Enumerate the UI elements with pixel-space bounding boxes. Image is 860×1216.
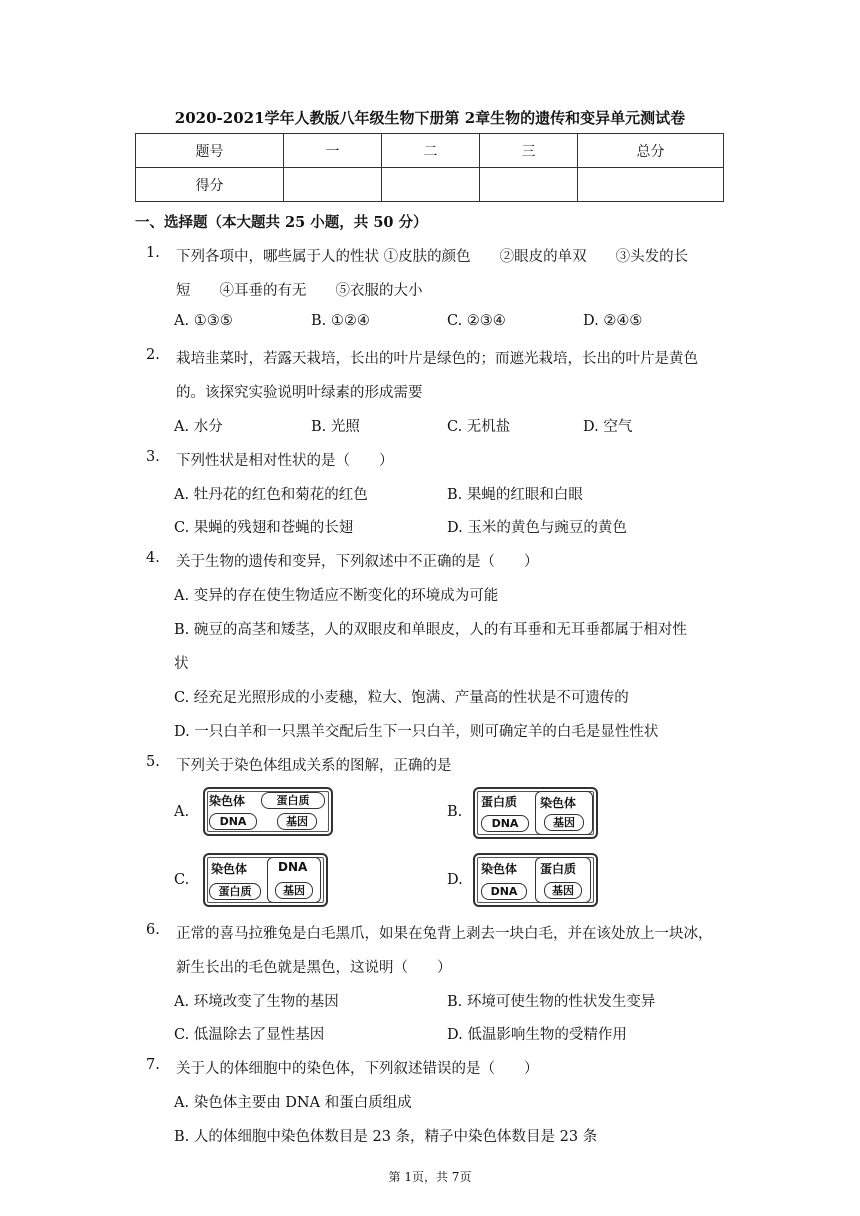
table-cell: 得分 xyxy=(136,168,284,202)
option-a: A. ①③⑤ xyxy=(174,313,233,329)
option-c: C. xyxy=(174,872,190,888)
diagram-label: 染色体 xyxy=(540,796,577,810)
question-text: 短 ④耳垂的有无 ⑤衣服的大小 xyxy=(176,283,423,299)
option-c: C. 果蝇的残翅和苍蝇的长翅 xyxy=(174,520,354,536)
question-number: 2. xyxy=(146,347,160,363)
page-footer: 第 1页，共 7页 xyxy=(388,1170,472,1184)
option-b: B. 人的体细胞中染色体数目是 23 条，精子中染色体数目是 23 条 xyxy=(174,1129,598,1145)
option-b: B. xyxy=(447,804,463,820)
score-table-score-row xyxy=(136,168,724,202)
question-number: 1. xyxy=(146,245,160,261)
section-heading: 一、选择题（本大题共 25 小题，共 50 分） xyxy=(135,214,428,231)
diagram-label: 染色体 xyxy=(481,862,518,876)
question-text: 正常的喜马拉雅兔是白毛黑爪，如果在兔背上剥去一块白毛，并在该处放上一块冰， xyxy=(176,926,713,942)
option-d: D. 空气 xyxy=(583,419,633,435)
option-a: A. 变异的存在使生物适应不断变化的环境成为可能 xyxy=(174,588,499,604)
option-c: C. 无机盐 xyxy=(447,419,511,435)
diagram-pill: 基因 xyxy=(277,813,317,830)
diagram-subbox xyxy=(267,857,321,903)
option-b: B. 光照 xyxy=(311,419,360,435)
diagram-pill: DNA xyxy=(209,813,257,830)
option-d: D. 低温影响生物的受精作用 xyxy=(447,1027,627,1043)
question-number: 5. xyxy=(146,754,160,770)
table-cell xyxy=(284,168,382,202)
option-a: A. xyxy=(174,804,190,820)
table-cell: 一 xyxy=(284,134,382,168)
table-cell: 二 xyxy=(382,134,480,168)
diagram-label: 染色体 xyxy=(209,794,246,808)
diagram-option-b xyxy=(473,787,598,839)
option-d: D. ②④⑤ xyxy=(583,313,643,329)
diagram-option-a xyxy=(203,787,333,836)
question-text: 新生长出的毛色就是黑色，这说明（ ） xyxy=(176,960,452,976)
diagram-subbox xyxy=(535,857,591,903)
option-b-continued: 状 xyxy=(174,656,189,672)
option-a: A. 牡丹花的红色和菊花的红色 xyxy=(174,487,368,503)
option-a: A. 染色体主要由 DNA 和蛋白质组成 xyxy=(174,1095,412,1111)
diagram-label: 蛋白质 xyxy=(481,795,518,809)
option-d: D. 一只白羊和一只黑羊交配后生下一只白羊，则可确定羊的白毛是显性性状 xyxy=(174,724,659,740)
diagram-label: 蛋白质 xyxy=(540,862,577,876)
diagram-label: 染色体 xyxy=(211,862,248,876)
option-b: B. ①②④ xyxy=(311,313,370,329)
question-text: 下列各项中，哪些属于人的性状 ①皮肤的颜色 ②眼皮的单双 ③头发的长 xyxy=(176,249,689,265)
option-c: C. 经充足光照形成的小麦穗，粒大、饱满、产量高的性状是不可遗传的 xyxy=(174,690,629,706)
diagram-option-d xyxy=(473,853,598,907)
question-text: 下列性状是相对性状的是（ ） xyxy=(176,453,394,469)
table-cell: 三 xyxy=(480,134,578,168)
question-text: 栽培韭菜时，若露天栽培，长出的叶片是绿色的；而遮光栽培，长出的叶片是黄色 xyxy=(176,351,698,367)
question-text: 下列关于染色体组成关系的图解，正确的是 xyxy=(176,758,452,774)
option-c: C. ②③④ xyxy=(447,313,506,329)
score-table xyxy=(135,133,724,202)
diagram-pill: DNA xyxy=(481,883,527,900)
question-number: 3. xyxy=(146,449,160,465)
diagram-label: DNA xyxy=(278,860,308,874)
table-cell xyxy=(480,168,578,202)
diagram-pill: 基因 xyxy=(544,814,584,831)
table-cell: 题号 xyxy=(136,134,284,168)
option-d: D. xyxy=(447,872,463,888)
diagram-pill: 蛋白质 xyxy=(261,792,325,809)
option-d: D. 玉米的黄色与豌豆的黄色 xyxy=(447,520,627,536)
diagram-pill: 基因 xyxy=(544,882,582,899)
question-text: 关于生物的遗传和变异，下列叙述中不正确的是（ ） xyxy=(176,554,539,570)
score-table-header-row xyxy=(136,134,724,168)
diagram-subbox xyxy=(535,791,593,835)
diagram-pill: 蛋白质 xyxy=(209,883,261,900)
table-cell: 总分 xyxy=(578,134,724,168)
question-text: 的。该探究实验说明叶绿素的形成需要 xyxy=(176,385,423,401)
diagram-pill: 基因 xyxy=(275,882,313,899)
question-number: 7. xyxy=(146,1057,160,1073)
question-number: 6. xyxy=(146,922,160,938)
option-c: C. 低温除去了显性基因 xyxy=(174,1027,325,1043)
option-a: A. 水分 xyxy=(174,419,223,435)
option-a: A. 环境改变了生物的基因 xyxy=(174,994,339,1010)
table-cell xyxy=(382,168,480,202)
page-title: 2020-2021学年人教版八年级生物下册第 2章生物的遗传和变异单元测试卷 xyxy=(174,109,686,127)
table-cell xyxy=(578,168,724,202)
diagram-option-c xyxy=(203,853,328,907)
diagram-pill: DNA xyxy=(481,815,529,832)
option-b: B. 环境可使生物的性状发生变异 xyxy=(447,994,656,1010)
question-number: 4. xyxy=(146,550,160,566)
question-text: 关于人的体细胞中的染色体，下列叙述错误的是（ ） xyxy=(176,1061,539,1077)
option-b: B. 碗豆的高茎和矮茎，人的双眼皮和单眼皮，人的有耳垂和无耳垂都属于相对性 xyxy=(174,622,687,638)
option-b: B. 果蝇的红眼和白眼 xyxy=(447,487,583,503)
